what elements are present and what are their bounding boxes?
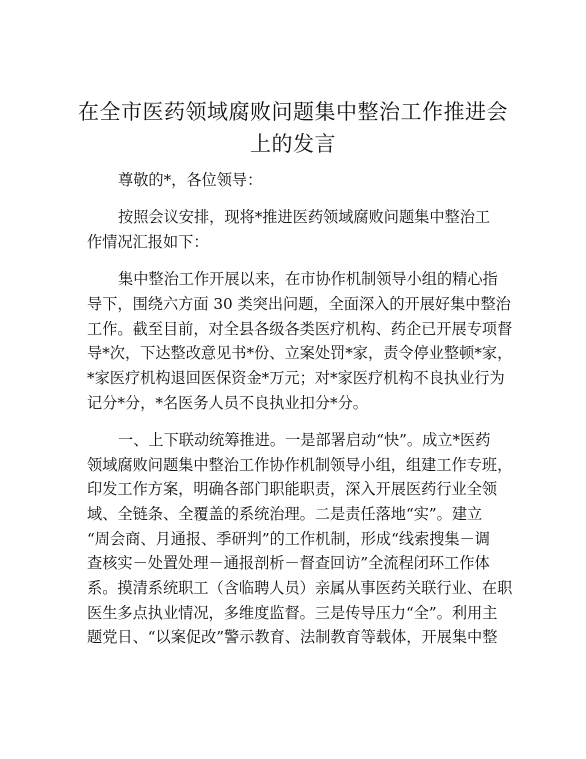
text-line: 作情况汇报如下： xyxy=(87,232,209,251)
text-line: 印发工作方案，明确各部门职能职责，深入开展医药行业全领 xyxy=(87,480,498,499)
salutation-paragraph xyxy=(87,168,502,193)
title-line: 在全市医药领域腐败问题集中整治工作推进会 xyxy=(78,100,508,124)
text-line: 域、全链条、全覆盖的系统治理。二是责任落地“实”。建立 xyxy=(87,504,483,523)
text-line: 导下，围绕六方面 30 类突出问题，全面深入的开展好集中整治 xyxy=(87,294,511,313)
text-line: 查核实－处置处理－通报剖析－督查回访”全流程闭环工作体 xyxy=(87,554,490,573)
text-line: 医生多点执业情况，多维度监督。三是传导压力“全”。利用主 xyxy=(87,603,498,622)
text-line: 集中整治工作开展以来，在市协作机制领导小组的精心指 xyxy=(118,270,498,289)
summary-paragraph xyxy=(87,267,513,415)
text-line: 领域腐败问题集中整治工作协作机制领导小组，组建工作专班， xyxy=(87,455,513,474)
text-line: 工作。截至目前，对全县各级各类医疗机构、药企已开展专项督 xyxy=(87,319,513,338)
intro-paragraph xyxy=(87,205,502,254)
document-body xyxy=(87,168,513,663)
section-one-paragraph xyxy=(87,428,513,650)
document-title xyxy=(0,96,586,160)
title-line: 上的发言 xyxy=(250,132,336,156)
text-line: 记分*分，*名医务人员不良执业扣分*分。 xyxy=(87,393,368,412)
text-line: 按照会议安排，现将*推进医药领域腐败问题集中整治工 xyxy=(118,208,491,227)
text-line: 题党日、“以案促改”警示教育、法制教育等载体，开展集中整 xyxy=(87,628,498,647)
text-line: 尊敬的*，各位领导： xyxy=(118,171,263,189)
text-line: *家医疗机构退回医保资金*万元；对*家医疗机构不良执业行为 xyxy=(87,368,505,387)
text-line: 系。摸清系统职工（含临聘人员）亲属从事医药关联行业、在职 xyxy=(87,579,513,598)
text-line: 导*次，下达整改意见书*份、立案处罚*家，责令停业整顿*家， xyxy=(87,344,513,363)
text-line: “周会商、月通报、季研判”的工作机制，形成“线索搜集－调 xyxy=(87,529,490,548)
text-line: 一、上下联动统筹推进。一是部署启动“快”。成立*医药 xyxy=(118,430,491,449)
